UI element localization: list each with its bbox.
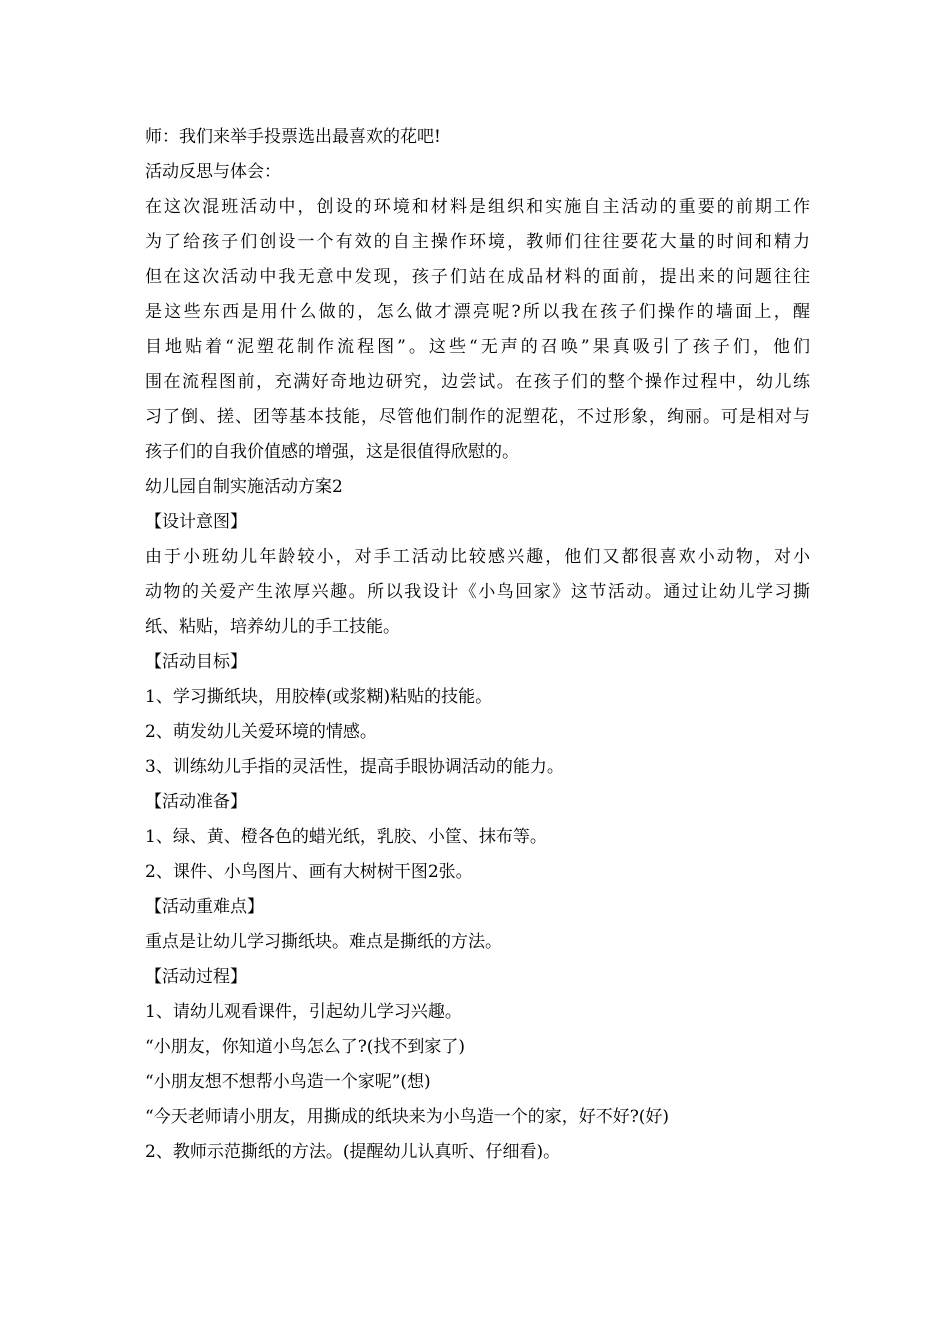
text-line: 3、训练幼儿手指的灵活性，提高手眼协调活动的能力。 (145, 757, 564, 777)
text-line: 【活动目标】 (145, 652, 247, 672)
text-line: 【活动重难点】 (145, 897, 264, 917)
text-line: 幼儿园自制实施活动方案2 (145, 477, 343, 497)
text-line: 是这些东西是用什么做的，怎么做才漂亮呢?所以我在孩子们操作的墙面上，醒 (145, 302, 810, 322)
text-line: 围在流程图前，充满好奇地边研究，边尝试。在孩子们的整个操作过程中，幼儿练 (145, 372, 810, 392)
text-line: 动物的关爱产生浓厚兴趣。所以我设计《小鸟回家》这节活动。通过让幼儿学习撕 (145, 582, 810, 602)
text-line: “小朋友想不想帮小鸟造一个家呢”(想) (145, 1072, 431, 1092)
text-line: 重点是让幼儿学习撕纸块。难点是撕纸的方法。 (145, 932, 502, 952)
text-line: “小朋友，你知道小鸟怎么了?(找不到家了) (145, 1037, 466, 1057)
text-line: 孩子们的自我价值感的增强，这是很值得欣慰的。 (145, 442, 519, 462)
text-line: 2、萌发幼儿关爱环境的情感。 (145, 722, 377, 742)
text-line: 习了倒、搓、团等基本技能，尽管他们制作的泥塑花，不过形象，绚丽。可是相对与 (145, 407, 810, 427)
text-line: “今天老师请小朋友，用撕成的纸块来为小鸟造一个的家，好不好?(好) (145, 1107, 670, 1127)
text-line: 2、课件、小鸟图片、画有大树树干图2张。 (145, 862, 473, 882)
document-body (145, 120, 810, 1170)
text-line: 但在这次活动中我无意中发现，孩子们站在成品材料的面前，提出来的问题往往 (145, 267, 810, 287)
text-line: 【设计意图】 (145, 512, 247, 532)
text-line: 由于小班幼儿年龄较小，对手工活动比较感兴趣，他们又都很喜欢小动物，对小 (145, 547, 810, 567)
text-line: 活动反思与体会： (145, 162, 281, 182)
text-line: 2、教师示范撕纸的方法。(提醒幼儿认真听、仔细看)。 (145, 1142, 561, 1162)
text-line: 为了给孩子们创设一个有效的自主操作环境，教师们往往要花大量的时间和精力 (145, 232, 810, 252)
text-line: 【活动过程】 (145, 967, 247, 987)
text-line: 1、学习撕纸块，用胶棒(或浆糊)粘贴的技能。 (145, 687, 493, 707)
text-line: 1、绿、黄、橙各色的蜡光纸，乳胶、小筐、抹布等。 (145, 827, 547, 847)
text-line: 师：我们来举手投票选出最喜欢的花吧! (145, 127, 441, 147)
text-line: 纸、粘贴，培养幼儿的手工技能。 (145, 617, 400, 637)
text-line: 在这次混班活动中，创设的环境和材料是组织和实施自主活动的重要的前期工作 (145, 197, 810, 217)
text-line: 目地贴着“泥塑花制作流程图”。这些“无声的召唤”果真吸引了孩子们，他们 (145, 337, 810, 357)
text-line: 1、请幼儿观看课件，引起幼儿学习兴趣。 (145, 1002, 462, 1022)
text-line: 【活动准备】 (145, 792, 247, 812)
